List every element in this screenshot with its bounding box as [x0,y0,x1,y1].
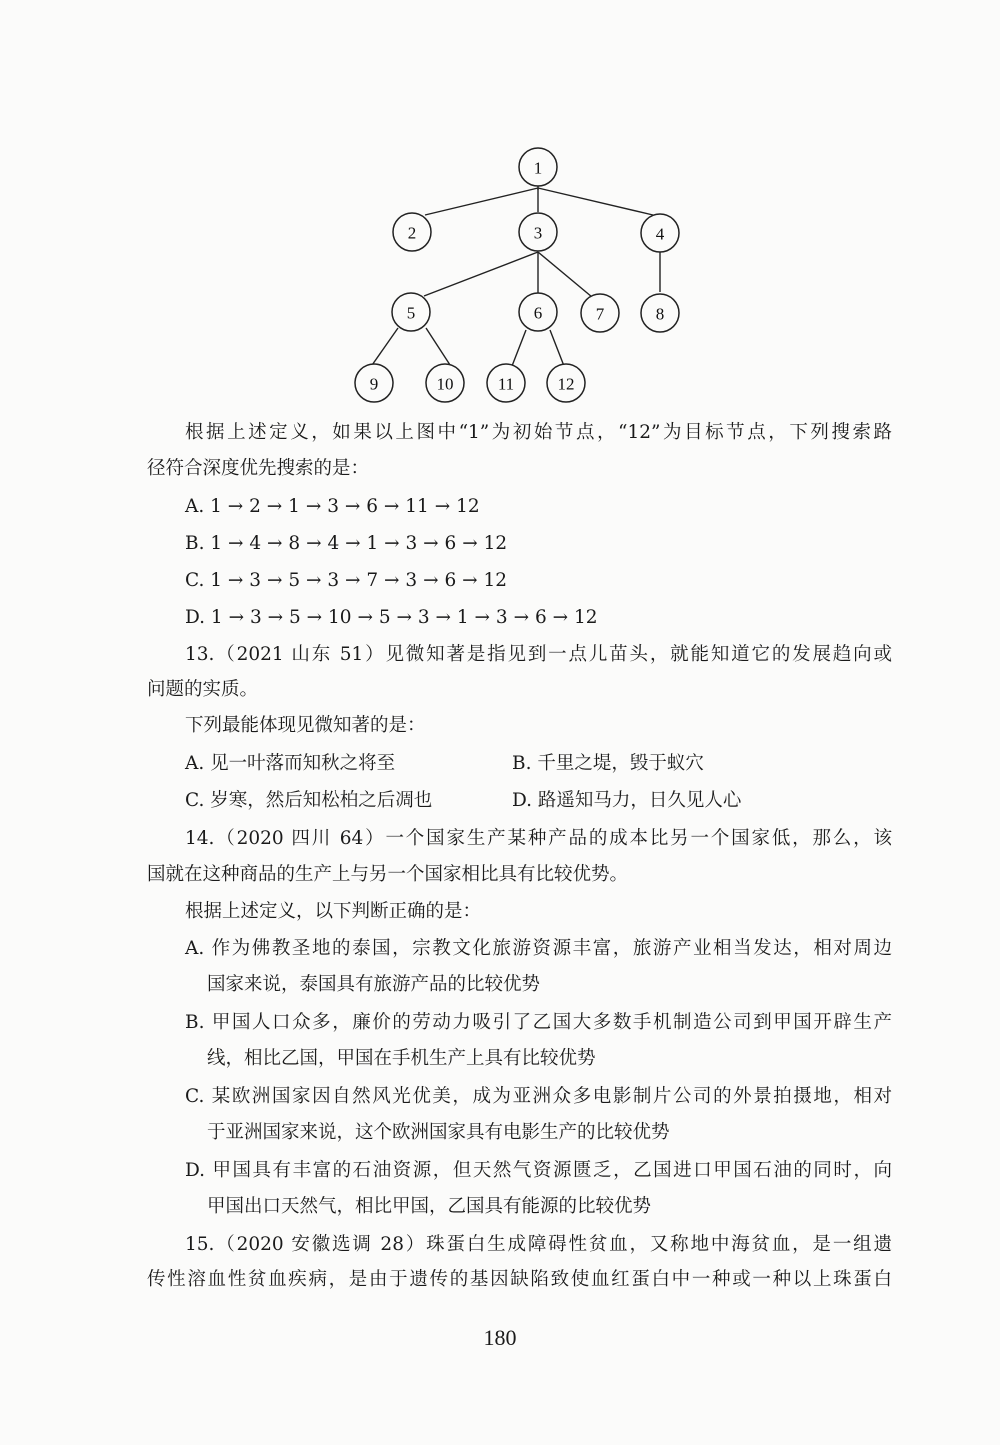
svg-text:2: 2 [407,223,417,243]
q12-stem-line1: 根据上述定义，如果以上图中“1”为初始节点，“12”为目标节点，下列搜索路 [185,422,892,443]
q15-stem-line1: 15.（2020 安徽选调 28）珠蛋白生成障碍性贫血，又称地中海贫血，是一组遗 [185,1234,892,1255]
q13-option-b: B. 千里之堤，毁于蚁穴 [512,753,704,774]
svg-text:8: 8 [655,304,665,324]
q14-option-d-line1: D. 甲国具有丰富的石油资源，但天然气资源匮乏，乙国进口甲国石油的同时，向 [185,1160,892,1181]
q12-option-a: A. 1 → 2 → 1 → 3 → 6 → 11 → 12 [185,496,480,517]
q14-prompt: 根据上述定义，以下判断正确的是： [185,901,482,922]
tree-node-12 [547,364,585,402]
svg-text:7: 7 [595,304,605,324]
tree-edge [538,252,592,297]
tree-edge [538,188,653,215]
q14-option-b-line1: B. 甲国人口众多，廉价的劳动力吸引了乙国大多数手机制造公司到甲国开辟生产 [185,1012,892,1033]
q14-option-c-line2: 于亚洲国家来说，这个欧洲国家具有电影生产的比较优势 [207,1122,670,1143]
tree-edge [370,328,398,368]
svg-text:10: 10 [436,374,454,394]
q12-stem-line2: 径符合深度优先搜索的是： [147,458,370,479]
svg-text:5: 5 [406,303,416,323]
svg-text:1: 1 [533,158,543,178]
tree-node-10 [426,364,464,402]
svg-text:12: 12 [557,374,575,394]
q15-stem-line2: 传性溶血性贫血疾病，是由于遗传的基因缺陷致使血红蛋白中一种或一种以上珠蛋白 [147,1269,892,1290]
svg-text:11: 11 [497,374,515,394]
svg-text:4: 4 [655,224,665,244]
tree-edge [426,328,452,368]
q13-option-d: D. 路遥知马力，日久见人心 [512,790,742,811]
tree-node-5 [392,293,430,331]
tree-node-8 [641,294,679,332]
tree-edge [512,330,526,366]
q13-stem-line2: 问题的实质。 [147,679,259,700]
svg-text:6: 6 [533,303,543,323]
tree-edge [424,252,538,296]
q14-option-b-line2: 线，相比乙国，甲国在手机生产上具有比较优势 [207,1048,596,1069]
tree-node-6 [519,293,557,331]
tree-node-2 [393,213,431,251]
tree-node-3 [519,213,557,251]
q14-stem-line2: 国就在这种商品的生产上与另一个国家相比具有比较优势。 [147,864,629,885]
svg-text:9: 9 [369,374,379,394]
page-number: 180 [483,1325,517,1350]
tree-node-7 [581,294,619,332]
q14-stem-line1: 14.（2020 四川 64）一个国家生产某种产品的成本比另一个国家低，那么，该 [185,828,892,849]
q13-option-c: C. 岁寒，然后知松柏之后凋也 [185,790,433,811]
q14-option-a-line2: 国家来说，泰国具有旅游产品的比较优势 [207,974,541,995]
tree-node-9 [355,364,393,402]
svg-text:3: 3 [533,223,543,243]
q14-option-c-line1: C. 某欧洲国家因自然风光优美，成为亚洲众多电影制片公司的外景拍摄地，相对 [185,1086,892,1107]
q12-option-b: B. 1 → 4 → 8 → 4 → 1 → 3 → 6 → 12 [185,533,508,554]
q14-option-d-line2: 甲国出口天然气，相比甲国，乙国具有能源的比较优势 [207,1196,652,1217]
q13-prompt: 下列最能体现见微知著的是： [185,715,426,736]
q13-stem-line1: 13.（2021 山东 51）见微知著是指见到一点儿苗头，就能知道它的发展趋向或 [185,644,892,665]
tree-node-4 [641,214,679,252]
tree-node-1 [519,148,557,186]
tree-node-11 [487,364,525,402]
tree-edge [425,188,538,215]
tree-edge [550,330,564,366]
search-tree-diagram [340,140,740,410]
q12-option-d: D. 1 → 3 → 5 → 10 → 5 → 3 → 1 → 3 → 6 → 12 [185,607,598,628]
q12-option-c: C. 1 → 3 → 5 → 3 → 7 → 3 → 6 → 12 [185,570,508,591]
q13-option-a: A. 见一叶落而知秋之将至 [185,753,396,774]
q14-option-a-line1: A. 作为佛教圣地的泰国，宗教文化旅游资源丰富，旅游产业相当发达，相对周边 [185,938,892,959]
